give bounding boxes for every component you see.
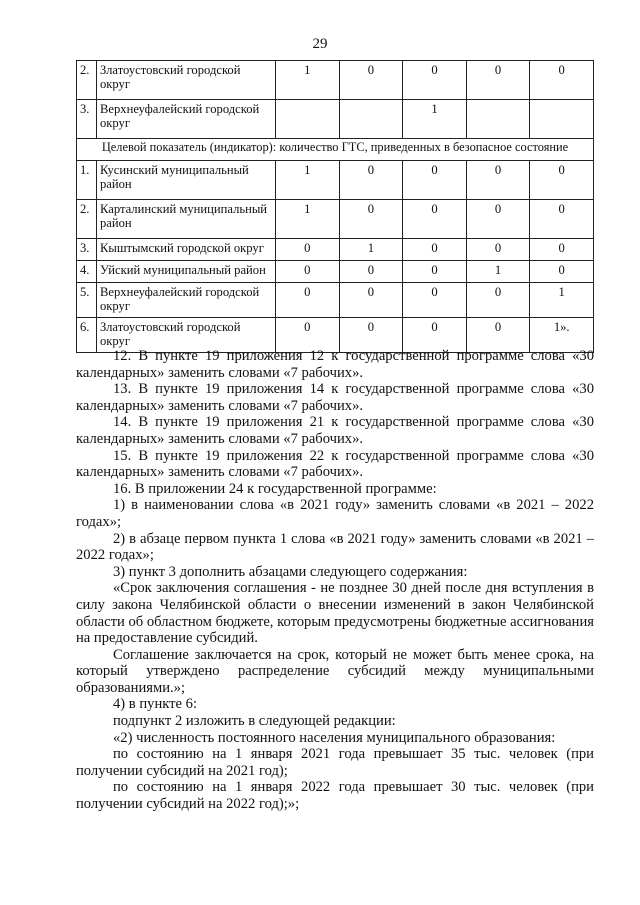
row-name: Верхнеуфалейский городской округ [97, 100, 276, 139]
cell-value: 0 [466, 318, 530, 353]
cell-value [276, 100, 340, 139]
cell-value: 0 [276, 261, 340, 283]
cell-value: 0 [339, 318, 403, 353]
cell-value: 1». [530, 318, 594, 353]
cell-value: 0 [276, 283, 340, 318]
row-number: 1. [77, 161, 97, 200]
cell-value: 0 [403, 200, 467, 239]
paragraph: «2) численность постоянного населения муниципального образования: [113, 729, 556, 746]
table-row [77, 283, 594, 318]
cell-value: 0 [339, 261, 403, 283]
row-number: 6. [77, 318, 97, 353]
cell-value: 0 [276, 318, 340, 353]
cell-value: 0 [403, 283, 467, 318]
cell-value [530, 100, 594, 139]
row-number: 3. [77, 239, 97, 261]
row-number: 3. [77, 100, 97, 139]
cell-value: 0 [403, 61, 467, 100]
cell-value: 1 [276, 61, 340, 100]
table-row [77, 100, 594, 139]
row-name: Уйский муниципальный район [97, 261, 276, 283]
cell-value: 0 [339, 283, 403, 318]
cell-value: 0 [339, 161, 403, 200]
cell-value [466, 100, 530, 139]
cell-value: 0 [276, 239, 340, 261]
cell-value [339, 100, 403, 139]
cell-value: 0 [530, 261, 594, 283]
cell-value: 0 [466, 161, 530, 200]
paragraph: 3) пункт 3 дополнить абзацами следующего содержания: [113, 563, 468, 580]
cell-value: 1 [466, 261, 530, 283]
cell-value: 1 [403, 100, 467, 139]
row-number: 2. [77, 61, 97, 100]
section-row [77, 139, 594, 161]
cell-value: 0 [466, 200, 530, 239]
cell-value: 0 [530, 239, 594, 261]
table-row [77, 261, 594, 283]
paragraph: 16. В приложении 24 к государственной программе: [113, 480, 437, 497]
row-name: Кыштымский городской округ [97, 239, 276, 261]
table-body-top [77, 61, 594, 353]
section-title: Целевой показатель (индикатор): количество ГТС, приведенных в безопасное состояние [77, 139, 594, 161]
cell-value: 0 [403, 261, 467, 283]
paragraph: 14. В пункте 19 приложения 21 к государственной программе слова «30 календарных» заменить словами «7 рабочих». [76, 414, 594, 447]
table-row [77, 200, 594, 239]
row-name: Кусинский муниципальный район [97, 161, 276, 200]
cell-value: 0 [403, 318, 467, 353]
cell-value: 0 [403, 161, 467, 200]
cell-value: 1 [530, 283, 594, 318]
paragraph: 2) в абзаце первом пункта 1 слова «в 2021 году» заменить словами «в 2021 – 2022 годах»; [76, 530, 594, 564]
paragraph: Соглашение заключается на срок, который не может быть менее срока, на который утверждено распределение субсидий между муниципальными образованиями.»; [76, 646, 594, 696]
paragraph: по состоянию на 1 января 2021 года превышает 35 тыс. человек (при получении субсидий на 2021 год); [76, 746, 594, 779]
cell-value: 0 [466, 61, 530, 100]
cell-value: 0 [403, 239, 467, 261]
data-table [76, 60, 594, 353]
row-number: 4. [77, 261, 97, 283]
table-row [77, 239, 594, 261]
cell-value: 0 [530, 61, 594, 100]
cell-value: 0 [530, 161, 594, 200]
paragraph: по состоянию на 1 января 2022 года превышает 30 тыс. человек (при получении субсидий на 2022 год);»; [76, 779, 594, 813]
page-number: 29 [312, 36, 328, 52]
row-number: 2. [77, 200, 97, 239]
row-number: 5. [77, 283, 97, 318]
cell-value: 0 [466, 239, 530, 261]
cell-value: 0 [339, 61, 403, 100]
paragraph: 1) в наименовании слова «в 2021 году» заменить словами «в 2021 – 2022 годах»; [76, 497, 594, 530]
paragraph: 4) в пункте 6: [113, 696, 198, 713]
cell-value: 0 [339, 200, 403, 239]
paragraph: 12. В пункте 19 приложения 12 к государственной программе слова «30 календарных» заменить словами «7 рабочих». [76, 348, 594, 381]
row-name: Карталинский муниципальный район [97, 200, 276, 239]
paragraph: «Срок заключения соглашения - не позднее 30 дней после дня вступления в силу закона Челябинской области о внесении изменений в закон Челябинской области об областном бюджете, которым предусмотрены бюджетные ассигнования на предоставление субсидий. [76, 580, 594, 647]
paragraph: подпункт 2 изложить в следующей редакции: [113, 713, 396, 730]
cell-value: 1 [339, 239, 403, 261]
paragraph: 15. В пункте 19 приложения 22 к государственной программе слова «30 календарных» заменить словами «7 рабочих». [76, 447, 594, 481]
row-name: Златоустовский городской округ [97, 318, 276, 353]
paragraph: 13. В пункте 19 приложения 14 к государственной программе слова «30 календарных» заменить словами «7 рабочих». [76, 381, 594, 414]
cell-value: 0 [530, 200, 594, 239]
cell-value: 1 [276, 200, 340, 239]
cell-value: 0 [466, 283, 530, 318]
row-name: Златоустовский городской округ [97, 61, 276, 100]
row-name: Верхнеуфалейский городской округ [97, 283, 276, 318]
cell-value: 1 [276, 161, 340, 200]
table-row [77, 161, 594, 200]
document-body [76, 348, 594, 813]
table-row [77, 61, 594, 100]
